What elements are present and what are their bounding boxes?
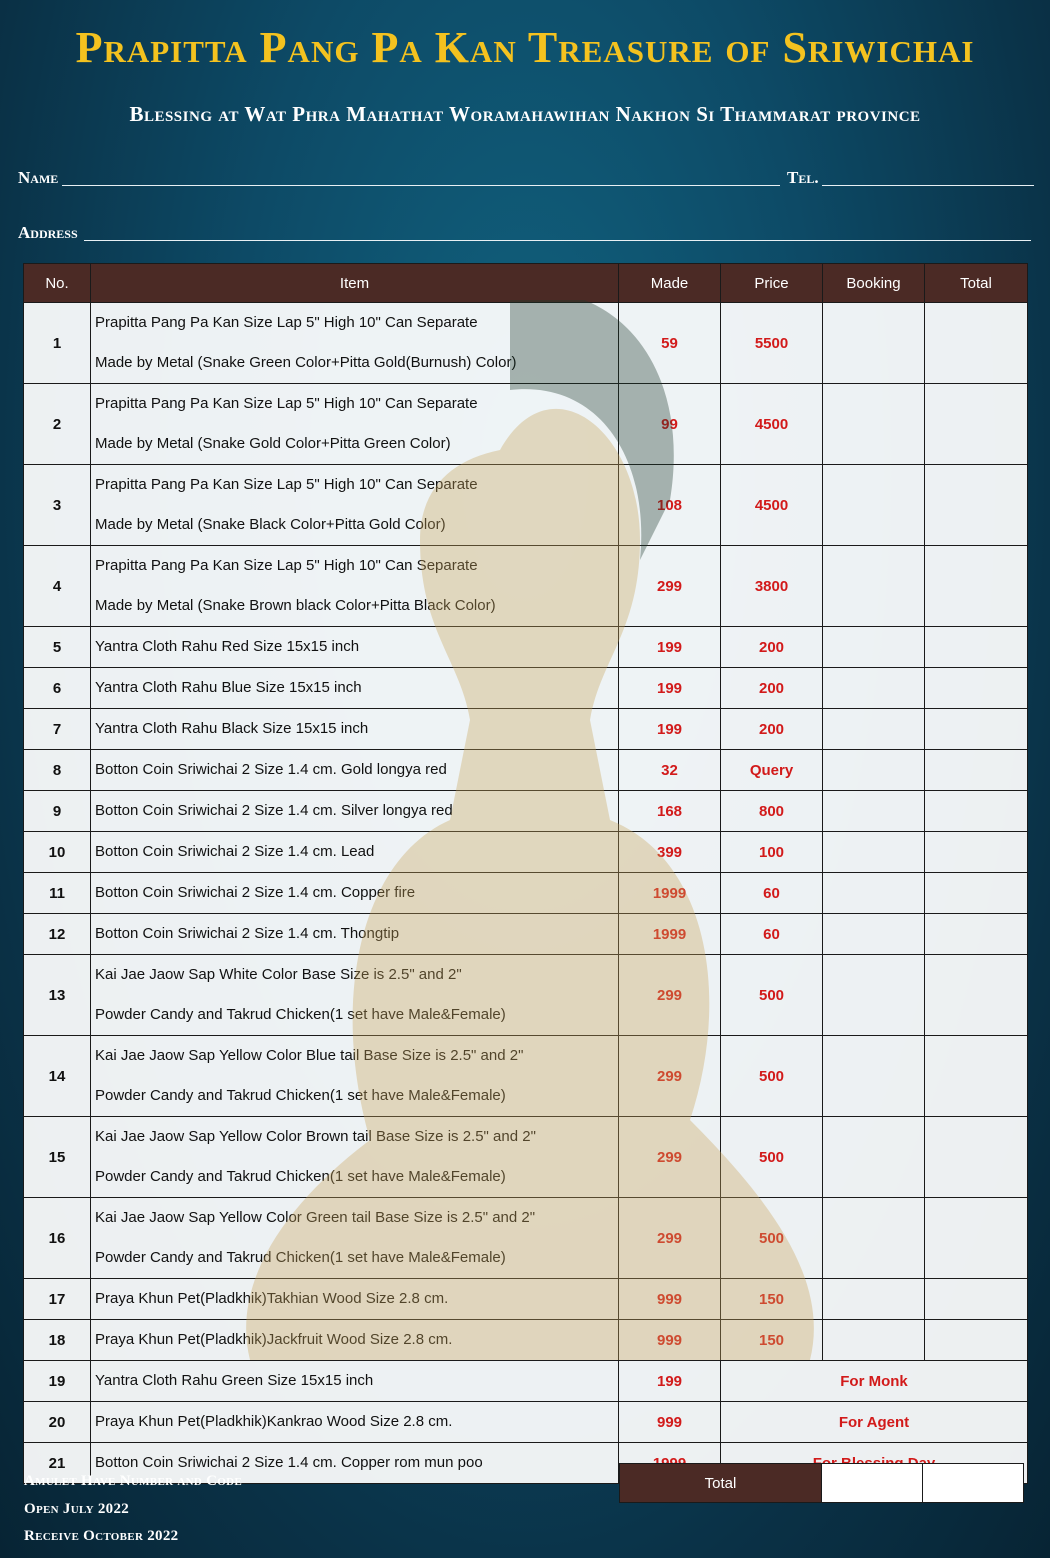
row-item <box>91 914 619 955</box>
row-price: 4500 <box>721 384 823 465</box>
row-number: 11 <box>24 873 91 914</box>
row-item <box>91 668 619 709</box>
header-made: Made <box>619 264 721 303</box>
row-item-line1: Botton Coin Sriwichai 2 Size 1.4 cm. Silver longya red <box>95 802 453 819</box>
address-field[interactable] <box>84 240 1031 241</box>
row-made: 108 <box>619 465 721 546</box>
header-item: Item <box>91 264 619 303</box>
row-booking-cell[interactable] <box>823 914 925 955</box>
row-total-cell[interactable] <box>925 873 1028 914</box>
table-row <box>24 1279 1028 1320</box>
row-total-cell[interactable] <box>925 750 1028 791</box>
row-item-line1: Praya Khun Pet(Pladkhik)Jackfruit Wood Size 2.8 cm. <box>95 1331 453 1348</box>
row-total-cell[interactable] <box>925 384 1028 465</box>
row-total-cell[interactable] <box>925 668 1028 709</box>
row-number: 21 <box>24 1443 91 1484</box>
header-price: Price <box>721 264 823 303</box>
row-item <box>91 303 619 384</box>
row-booking-cell[interactable] <box>823 303 925 384</box>
row-number: 19 <box>24 1361 91 1402</box>
row-item <box>91 1402 619 1443</box>
row-item-line2: Powder Candy and Takrud Chicken(1 set have Male&Female) <box>95 1006 506 1023</box>
row-total-cell[interactable] <box>925 955 1028 1036</box>
row-total-cell[interactable] <box>925 465 1028 546</box>
row-number: 5 <box>24 627 91 668</box>
row-booking-cell[interactable] <box>823 668 925 709</box>
row-price: 60 <box>721 914 823 955</box>
table-row <box>24 914 1028 955</box>
table-row <box>24 1198 1028 1279</box>
table-row <box>24 791 1028 832</box>
row-made: 999 <box>619 1320 721 1361</box>
row-note: For Agent <box>721 1402 1028 1443</box>
row-number: 10 <box>24 832 91 873</box>
row-booking-cell[interactable] <box>823 832 925 873</box>
row-item <box>91 1198 619 1279</box>
row-item-line1: Kai Jae Jaow Sap Yellow Color Blue tail Base Size is 2.5" and 2" <box>95 1047 524 1064</box>
row-price: 200 <box>721 709 823 750</box>
page-title: Prapitta Pang Pa Kan Treasure of Sriwichai <box>75 23 975 72</box>
table-row <box>24 750 1028 791</box>
table-row <box>24 832 1028 873</box>
row-number: 17 <box>24 1279 91 1320</box>
row-total-cell[interactable] <box>925 1117 1028 1198</box>
row-made: 299 <box>619 1036 721 1117</box>
tel-field[interactable] <box>822 185 1034 186</box>
row-item-line2: Made by Metal (Snake Black Color+Pitta Gold Color) <box>95 516 446 533</box>
row-made: 32 <box>619 750 721 791</box>
table-header-row <box>24 264 1028 303</box>
row-item-line1: Kai Jae Jaow Sap Yellow Color Brown tail Base Size is 2.5" and 2" <box>95 1128 536 1145</box>
row-total-cell[interactable] <box>925 546 1028 627</box>
row-number: 14 <box>24 1036 91 1117</box>
row-item-line2: Made by Metal (Snake Gold Color+Pitta Green Color) <box>95 435 451 452</box>
table-row <box>24 955 1028 1036</box>
row-made: 999 <box>619 1402 721 1443</box>
row-booking-cell[interactable] <box>823 955 925 1036</box>
row-item <box>91 384 619 465</box>
row-number: 12 <box>24 914 91 955</box>
row-price: 5500 <box>721 303 823 384</box>
row-number: 13 <box>24 955 91 1036</box>
row-total-cell[interactable] <box>925 1198 1028 1279</box>
row-total-cell[interactable] <box>925 303 1028 384</box>
row-price: 4500 <box>721 465 823 546</box>
row-booking-cell[interactable] <box>823 1036 925 1117</box>
row-made: 199 <box>619 709 721 750</box>
row-made: 199 <box>619 627 721 668</box>
row-booking-cell[interactable] <box>823 1198 925 1279</box>
header-no: No. <box>24 264 91 303</box>
row-made: 1999 <box>619 873 721 914</box>
row-booking-cell[interactable] <box>823 750 925 791</box>
row-made: 199 <box>619 668 721 709</box>
row-item-line1: Botton Coin Sriwichai 2 Size 1.4 cm. Copper fire <box>95 884 416 901</box>
row-item <box>91 832 619 873</box>
row-item-line2: Made by Metal (Snake Brown black Color+Pitta Black Color) <box>95 597 496 614</box>
row-price: 500 <box>721 1117 823 1198</box>
row-made: 299 <box>619 955 721 1036</box>
footer-open-date: Open July 2022 <box>24 1501 130 1517</box>
row-item <box>91 1036 619 1117</box>
row-booking-cell[interactable] <box>823 1279 925 1320</box>
row-total-cell[interactable] <box>925 832 1028 873</box>
row-made: 1999 <box>619 914 721 955</box>
grand-total-row <box>619 1463 1024 1503</box>
table-row <box>24 303 1028 384</box>
tel-label: Tel. <box>787 168 819 187</box>
row-item-line1: Botton Coin Sriwichai 2 Size 1.4 cm. Thongtip <box>95 925 400 942</box>
row-total-cell[interactable] <box>925 791 1028 832</box>
name-field[interactable] <box>62 185 780 186</box>
row-price: 100 <box>721 832 823 873</box>
row-number: 1 <box>24 303 91 384</box>
row-price: 200 <box>721 627 823 668</box>
table-row <box>24 1361 1028 1402</box>
row-total-cell[interactable] <box>925 1279 1028 1320</box>
row-item-line1: Yantra Cloth Rahu Black Size 15x15 inch <box>95 720 369 737</box>
header-total: Total <box>925 264 1028 303</box>
row-booking-cell[interactable] <box>823 709 925 750</box>
order-table <box>23 263 1028 1484</box>
table-row <box>24 1117 1028 1198</box>
row-item <box>91 791 619 832</box>
row-booking-cell[interactable] <box>823 1117 925 1198</box>
row-made: 299 <box>619 546 721 627</box>
row-price: Query <box>721 750 823 791</box>
row-item-line1: Prapitta Pang Pa Kan Size Lap 5" High 10" Can Separate <box>95 476 478 493</box>
row-item-line1: Praya Khun Pet(Pladkhik)Takhian Wood Size 2.8 cm. <box>95 1290 449 1307</box>
row-item-line2: Powder Candy and Takrud Chicken(1 set have Male&Female) <box>95 1087 506 1104</box>
row-price: 150 <box>721 1279 823 1320</box>
row-item <box>91 1361 619 1402</box>
row-item-line1: Botton Coin Sriwichai 2 Size 1.4 cm. Copper rom mun poo <box>95 1454 483 1471</box>
row-item <box>91 709 619 750</box>
row-price: 800 <box>721 791 823 832</box>
table-row <box>24 873 1028 914</box>
row-total-cell[interactable] <box>925 914 1028 955</box>
row-item <box>91 1279 619 1320</box>
row-booking-cell[interactable] <box>823 873 925 914</box>
table-row <box>24 627 1028 668</box>
row-item-line1: Prapitta Pang Pa Kan Size Lap 5" High 10" Can Separate <box>95 395 478 412</box>
row-item-line1: Botton Coin Sriwichai 2 Size 1.4 cm. Gold longya red <box>95 761 447 778</box>
row-item <box>91 627 619 668</box>
row-number: 2 <box>24 384 91 465</box>
row-item-line1: Yantra Cloth Rahu Green Size 15x15 inch <box>95 1372 374 1389</box>
row-number: 18 <box>24 1320 91 1361</box>
row-number: 7 <box>24 709 91 750</box>
row-item-line2: Made by Metal (Snake Green Color+Pitta Gold(Burnush) Color) <box>95 354 517 371</box>
row-item <box>91 465 619 546</box>
row-item-line1: Kai Jae Jaow Sap Yellow Color Green tail Base Size is 2.5" and 2" <box>95 1209 536 1226</box>
row-number: 9 <box>24 791 91 832</box>
row-item <box>91 1320 619 1361</box>
row-price: 500 <box>721 1036 823 1117</box>
table-row <box>24 1036 1028 1117</box>
row-price: 60 <box>721 873 823 914</box>
row-made: 399 <box>619 832 721 873</box>
row-item <box>91 873 619 914</box>
row-booking-cell[interactable] <box>823 627 925 668</box>
row-made: 59 <box>619 303 721 384</box>
row-number: 8 <box>24 750 91 791</box>
row-item-line2: Powder Candy and Takrud Chicken(1 set have Male&Female) <box>95 1249 506 1266</box>
row-booking-cell[interactable] <box>823 791 925 832</box>
row-made: 99 <box>619 384 721 465</box>
row-item-line1: Botton Coin Sriwichai 2 Size 1.4 cm. Lead <box>95 843 375 860</box>
row-item <box>91 955 619 1036</box>
row-booking-cell[interactable] <box>823 546 925 627</box>
table-row <box>24 1320 1028 1361</box>
row-item-line1: Prapitta Pang Pa Kan Size Lap 5" High 10" Can Separate <box>95 314 478 331</box>
header-booking: Booking <box>823 264 925 303</box>
row-number: 4 <box>24 546 91 627</box>
footer-receive-date: Receive October 2022 <box>24 1528 179 1544</box>
table-row <box>24 668 1028 709</box>
page-subtitle: Blessing at Wat Phra Mahathat Woramahawihan Nakhon Si Thammarat province <box>129 102 921 126</box>
row-price: 200 <box>721 668 823 709</box>
row-made: 999 <box>619 1279 721 1320</box>
row-made: 199 <box>619 1361 721 1402</box>
row-price: 150 <box>721 1320 823 1361</box>
grand-total-label: Total <box>620 1464 822 1503</box>
row-item-line1: Yantra Cloth Rahu Blue Size 15x15 inch <box>95 679 362 696</box>
footer-note-code: Amulet Have Number and Code <box>24 1473 243 1489</box>
row-number: 3 <box>24 465 91 546</box>
row-item-line2: Powder Candy and Takrud Chicken(1 set have Male&Female) <box>95 1168 506 1185</box>
row-total-cell[interactable] <box>925 627 1028 668</box>
row-made: 168 <box>619 791 721 832</box>
row-item <box>91 750 619 791</box>
table-row <box>24 384 1028 465</box>
row-item <box>91 546 619 627</box>
row-made: 299 <box>619 1198 721 1279</box>
row-item-line1: Kai Jae Jaow Sap White Color Base Size is 2.5" and 2" <box>95 966 462 983</box>
name-label: Name <box>18 168 59 187</box>
row-item <box>91 1117 619 1198</box>
table-row <box>24 709 1028 750</box>
row-note: For Monk <box>721 1361 1028 1402</box>
row-number: 15 <box>24 1117 91 1198</box>
row-item-line1: Prapitta Pang Pa Kan Size Lap 5" High 10" Can Separate <box>95 557 478 574</box>
row-price: 3800 <box>721 546 823 627</box>
row-total-cell[interactable] <box>925 1320 1028 1361</box>
row-booking-cell[interactable] <box>823 1320 925 1361</box>
row-price: 500 <box>721 1198 823 1279</box>
table-row <box>24 465 1028 546</box>
row-total-cell[interactable] <box>925 1036 1028 1117</box>
row-booking-cell[interactable] <box>823 465 925 546</box>
table-row <box>24 1402 1028 1443</box>
row-total-cell[interactable] <box>925 709 1028 750</box>
grand-total-booking-cell[interactable] <box>822 1464 923 1503</box>
row-made: 299 <box>619 1117 721 1198</box>
row-number: 20 <box>24 1402 91 1443</box>
row-item-line1: Yantra Cloth Rahu Red Size 15x15 inch <box>95 638 360 655</box>
row-number: 6 <box>24 668 91 709</box>
row-number: 16 <box>24 1198 91 1279</box>
row-item-line1: Praya Khun Pet(Pladkhik)Kankrao Wood Size 2.8 cm. <box>95 1413 453 1430</box>
address-label: Address <box>18 223 78 242</box>
grand-total-amount-cell[interactable] <box>923 1464 1024 1503</box>
table-row <box>24 546 1028 627</box>
row-booking-cell[interactable] <box>823 384 925 465</box>
row-price: 500 <box>721 955 823 1036</box>
